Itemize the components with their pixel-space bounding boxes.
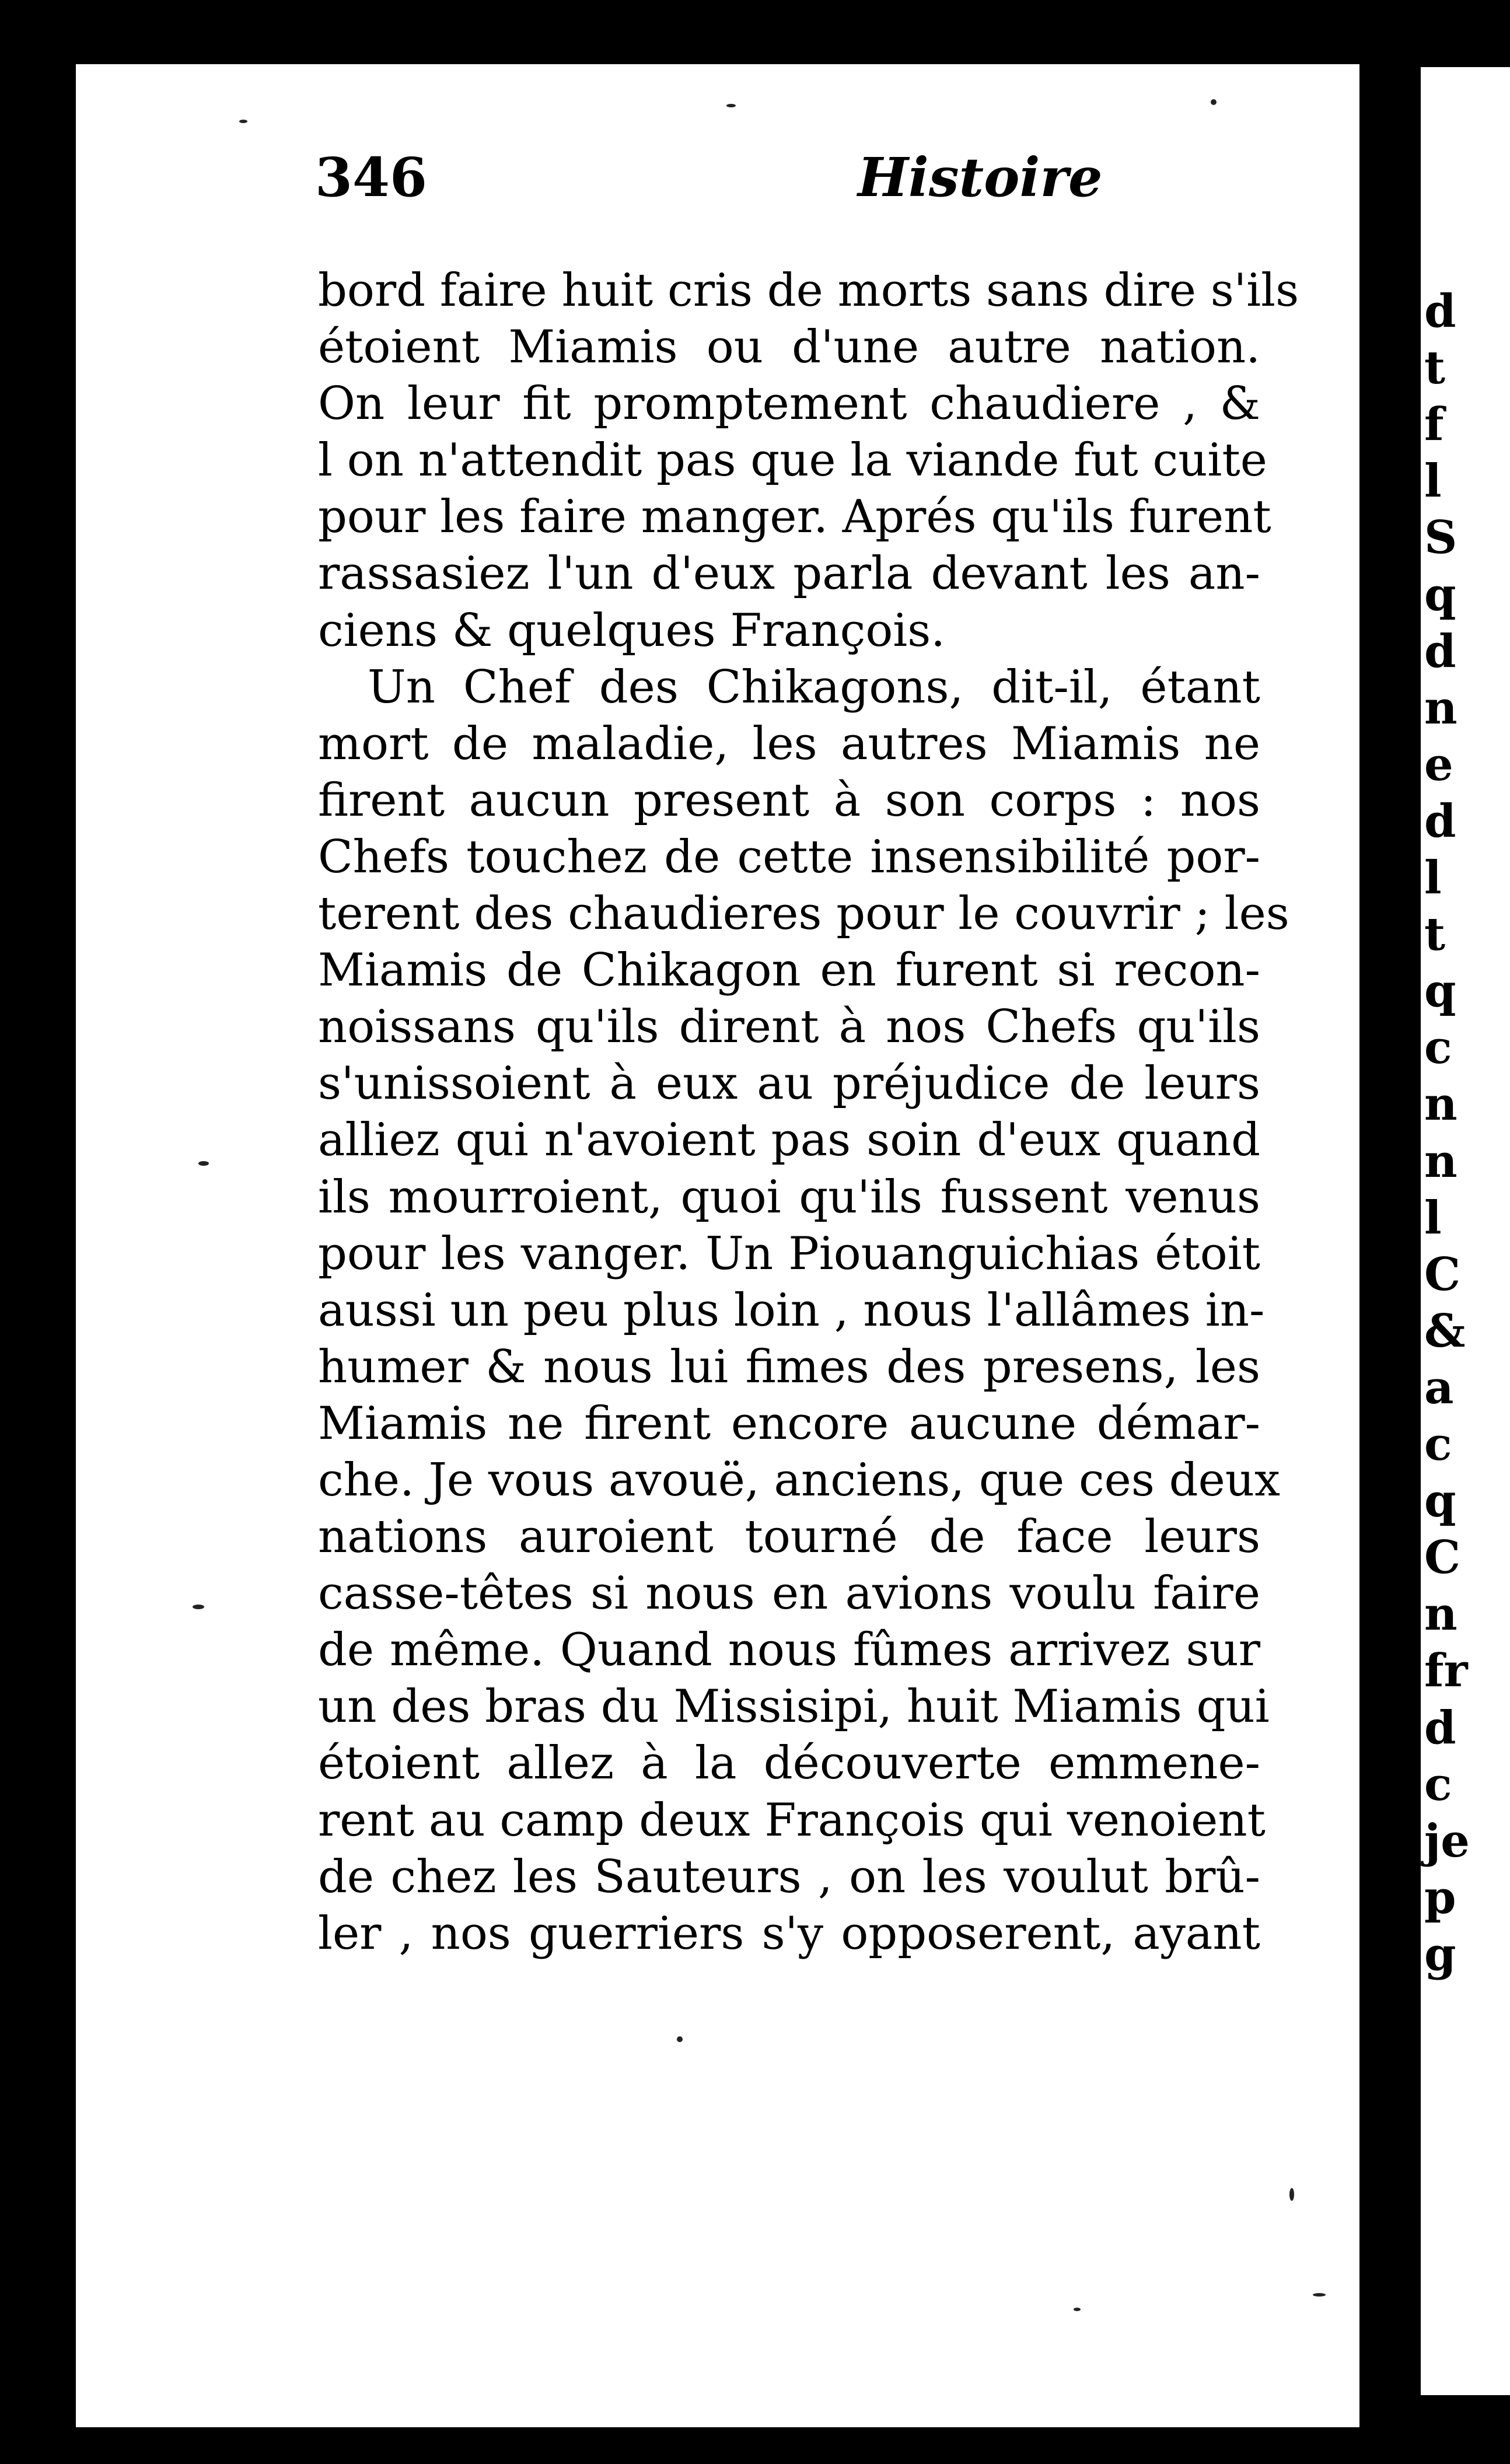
text-line: ciens & quelques François. [318,604,946,657]
text-line: che. Je vous avouë, anciens, que ces deux [318,1453,1280,1507]
text-line: firent aucun present à son corps : nos [318,774,1260,827]
text-line: casse-têtes si nous en avions voulu faire [318,1567,1260,1620]
facing-page-fragment: d [1424,794,1456,848]
text-line: rassasiez l'un d'eux parla devant les an- [318,547,1260,600]
paragraph-start-line: Un Chef des Chikagons, dit-il, étant [368,660,1260,714]
facing-page-fragment: d [1424,624,1456,678]
facing-page-fragment: fr [1424,1644,1468,1698]
facing-page-fragment: & [1424,1304,1466,1358]
scan-speck [1289,2188,1294,2201]
text-line: Miamis de Chikagon en furent si recon- [318,944,1260,997]
facing-page-fragment: je [1424,1814,1470,1868]
scan-speck [677,2036,683,2042]
text-line: l on n'attendit pas que la viande fut cuite [318,434,1267,487]
text-line: ler , nos guerriers s'y opposerent, ayant [318,1907,1260,1960]
text-line: de même. Quand nous fûmes arrivez sur [318,1624,1260,1677]
facing-page-fragment: e [1424,738,1453,791]
facing-page-fragment: c [1424,1757,1452,1811]
facing-page-fragment: l [1424,455,1442,508]
running-title: Histoire [858,146,1103,209]
text-line: humer & nous lui fimes des presens, les [318,1340,1260,1393]
text-line: pour les vanger. Un Piouanguichias étoit [318,1227,1260,1280]
facing-page-fragment: q [1424,568,1456,621]
text-line: mort de maladie, les autres Miamis ne [318,717,1260,770]
facing-page-fragment: c [1424,1021,1452,1075]
facing-page-edge [1421,67,1510,2395]
facing-page-fragment: t [1424,341,1446,395]
text-line: noissans qu'ils dirent à nos Chefs qu'ils [318,1001,1260,1054]
facing-page-fragment: n [1424,681,1457,735]
scan-speck [1074,2308,1081,2311]
scan-speck [198,1161,209,1166]
text-line: étoient allez à la découverte emmene- [318,1737,1260,1790]
facing-page-fragment: d [1424,285,1456,338]
facing-page-fragment: n [1424,1134,1457,1188]
scan-speck [193,1605,204,1609]
text-line: On leur fit promptement chaudiere , & [318,378,1260,431]
text-line: de chez les Sauteurs , on les voulut brû- [318,1850,1260,1903]
facing-page-fragment: l [1424,1191,1442,1245]
scan-speck [1211,99,1217,105]
facing-page-fragment: g [1424,1927,1456,1981]
text-line: bord faire huit cris de morts sans dire s'ils [318,264,1299,317]
facing-page-fragment: l [1424,851,1442,904]
scan-speck [1313,2293,1326,2297]
facing-page-fragment: S [1424,511,1457,565]
text-line: s'unissoient à eux au préjudice de leurs [318,1057,1260,1110]
facing-page-fragment: n [1424,1588,1457,1641]
facing-page-fragment: q [1424,964,1456,1018]
facing-page-fragment: a [1424,1361,1454,1414]
scan-speck [239,120,247,123]
text-line: rent au camp deux François qui venoient [318,1794,1266,1847]
text-line: terent des chaudieres pour le couvrir ; les [318,887,1289,941]
scan-speck [726,104,736,107]
text-line: un des bras du Missisipi, huit Miamis qui [318,1680,1270,1733]
text-line: aussi un peu plus loin , nous l'allâmes in- [318,1284,1265,1337]
text-line: Chefs touchez de cette insensibilité por- [318,830,1260,883]
running-head [239,146,1260,233]
facing-page-fragment: d [1424,1701,1456,1754]
page-number: 346 [315,146,428,209]
facing-page-fragment: C [1424,1531,1461,1585]
facing-page-fragment: q [1424,1474,1456,1528]
text-line: nations auroient tourné de face leurs [318,1511,1260,1564]
text-line: étoient Miamis ou d'une autre nation. [318,321,1260,374]
text-line: pour les faire manger. Aprés qu'ils furent [318,491,1271,544]
facing-page-fragment: p [1424,1871,1456,1924]
text-line: ils mourroient, quoi qu'ils fussent venus [318,1170,1260,1224]
facing-page-fragment: t [1424,908,1446,962]
facing-page-fragment: f [1424,398,1444,452]
facing-page-fragment: c [1424,1418,1452,1471]
facing-page-fragment: C [1424,1247,1461,1301]
text-line: alliez qui n'avoient pas soin d'eux quand [318,1114,1260,1167]
text-line: Miamis ne firent encore aucune démar- [318,1397,1260,1450]
body-text [318,263,1299,1962]
facing-page-fragment: n [1424,1078,1457,1131]
